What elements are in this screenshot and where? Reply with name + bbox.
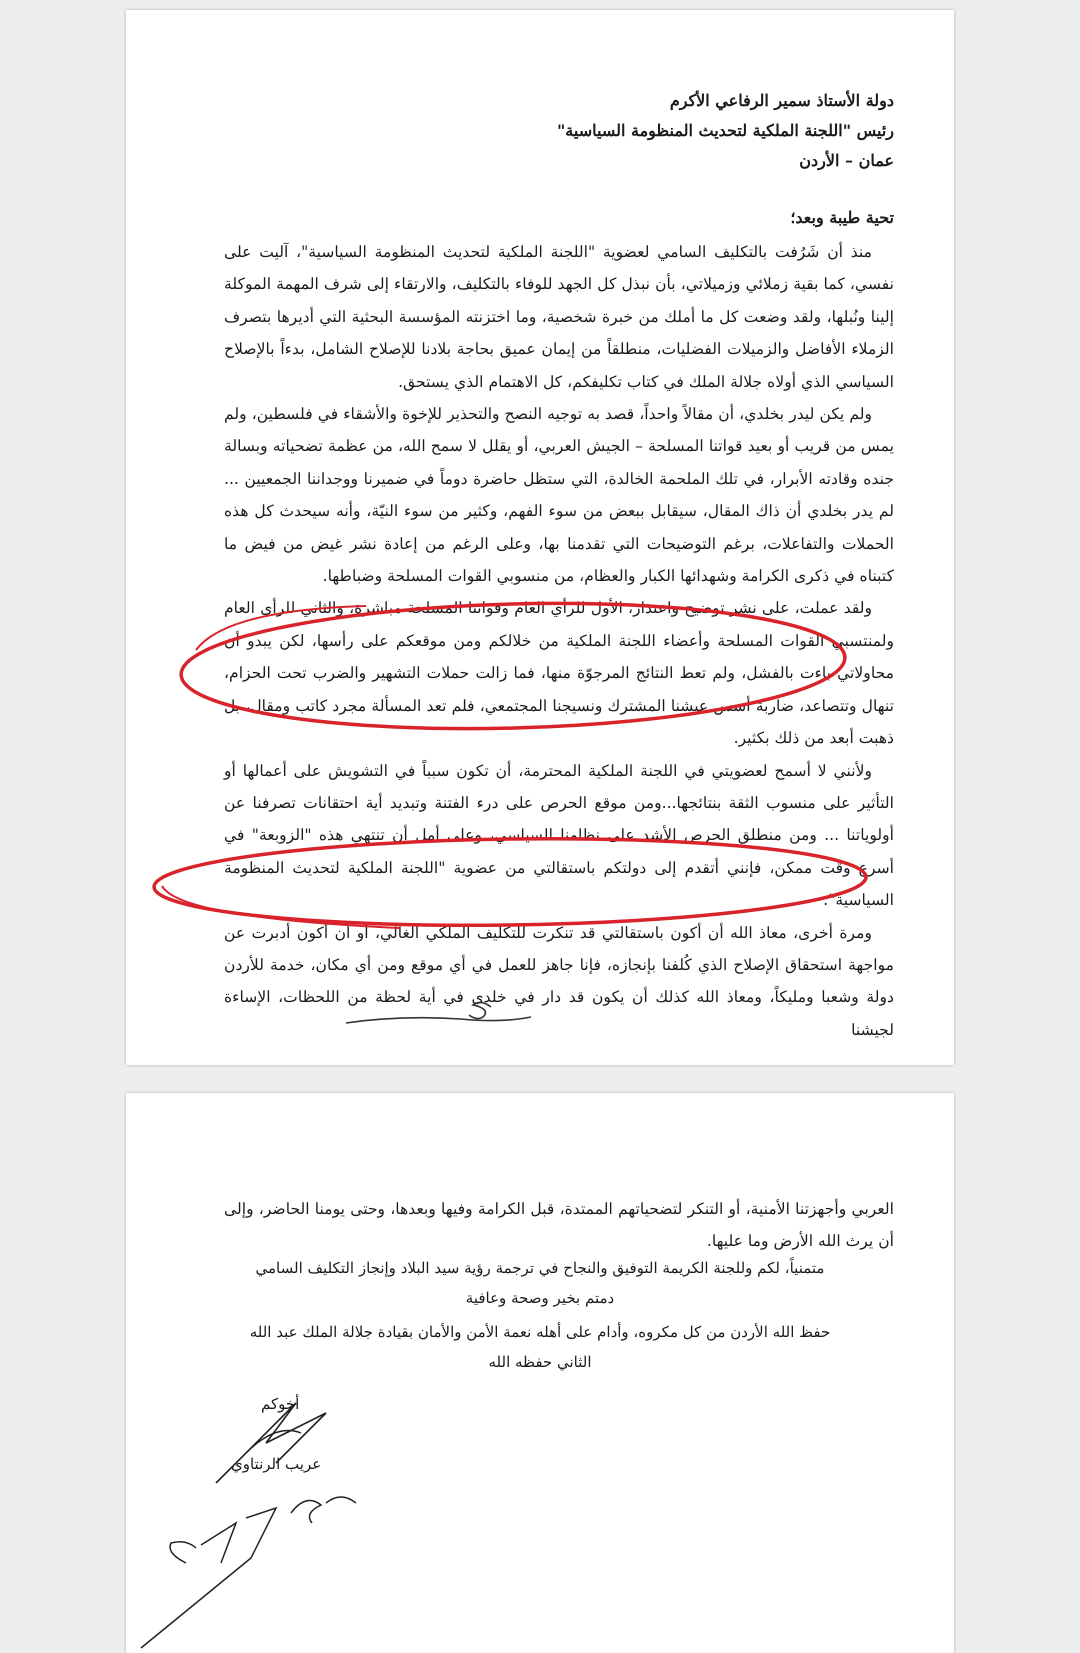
- sign-off: أخوكم: [261, 1395, 300, 1413]
- greeting: تحية طيبة وبعد؛: [790, 208, 894, 227]
- paragraph: ومرة أخرى، معاذ الله أن أكون باستقالتي قد تنكرت للتكليف الملكي الغالي، أو أن أكون أدبرت عن مواجهة استحقاق الإصلاح الذي كُلفنا بإنجازه، فإنا جاهز للعمل في أي موقع ومن أي مكان، خدمة للأردن دولة وشعبا ومليكاً، ومعاذ الله كذلك أن يكون قد دار في خلدي في أية لحظة من اللحظات، الإساءة لجيشنا: [224, 923, 894, 1039]
- recipient-address: [557, 86, 894, 176]
- closing-line: متمنياً، لكم وللجنة الكريمة التوفيق والنجاح في ترجمة رؤية سيد البلاد وإنجاز التكليف السامي: [255, 1259, 825, 1277]
- recipient-title: رئيس "اللجنة الملكية لتحديث المنظومة السياسية": [556, 121, 894, 140]
- recipient-name: دولة الأستاذ سمير الرفاعي الأكرم: [669, 91, 894, 110]
- recipient-location: عمان – الأردن: [799, 151, 894, 170]
- paragraph: ولأنني لا أسمح لعضويتي في اللجنة الملكية المحترمة، أن تكون سبباً في التشويش على أعمالها أو التأثير على منسوب الثقة بنتائجها...ومن موقع الحرص على درء الفتنة وتبديد أية احتقانات تصرفنا عن أولوياتنا ... ومن منطلق الحرص الأشد على نظامنا السياسي، وعلى أمل أن تنتهي هذه "الزوبعة" في أسرع وقت ممكن، فإنني أتقدم إلى دولتكم باستقالتي من عضوية "اللجنة الملكية لتحديث المنظومة السياسية".: [224, 761, 894, 910]
- closing-line: دمتم بخير وصحة وعافية: [465, 1289, 615, 1307]
- closing-line: الثاني حفظه الله: [488, 1353, 592, 1371]
- signer-name: عريب الرنتاوي: [231, 1455, 322, 1473]
- handwritten-signature: [126, 1363, 386, 1653]
- letter-body: [224, 236, 894, 1046]
- paragraph: ولقد عملت، على نشر توضيح واعتذار، الأول للرأي العام وقواتنا المسلحة مباشرة، والثاني للرأي العام ولمنتسبي القوات المسلحة وأعضاء اللجنة الملكية من خلالكم ومن موقعكم على رأسها، لكن يبدو أن محاولاتي باءت بالفشل، ولم تعط النتائج المرجوّة منها، فما زالت حملات التشهير والضرب تحت الحزام، تنهال وتتصاعد، ضاربة أسس عيشنا المشترك ونسيجنا المجتمعي، فلم تعد المسألة مجرد كاتب ومقال، بل ذهبت أبعد من ذلك بكثير.: [224, 599, 894, 748]
- continuation-paragraph: العربي وأجهزتنا الأمنية، أو التنكر لتضحياتهم الممتدة، قبل الكرامة وفيها وبعدها، وحتى يومنا الحاضر، وإلى أن يرث الله الأرض وما عليها.: [224, 1200, 894, 1251]
- paragraph: منذ أن شَرُفت بالتكليف السامي لعضوية "اللجنة الملكية لتحديث المنظومة السياسية"، آليت على نفسي، كما بقية زملائي وزميلاتي، بأن نبذل كل الجهد للوفاء بالتكليف، والارتقاء إلى شرف المهمة الموكلة إلينا ونُبلها، ولقد وضعت كل ما أملك من خبرة شخصية، وما اختزنته المؤسسة البحثية التي أديرها بتصرف الزملاء الأفاضل والزميلات الفضليات، منطلقاً من إيمان عميق بحاجة بلادنا للإصلاح الشامل، بدءاً بالإصلاح السياسي الذي أولاه جلالة الملك في كتاب تكليفكم، كل الاهتمام الذي يستحق.: [224, 243, 894, 391]
- paragraph: ولم يكن ليدر بخلدي، أن مقالاً واحداً، قصد به توجيه النصح والتحذير للإخوة والأشقاء في فلسطين، ولم يمس من قريب أو بعيد قواتنا المسلحة – الجيش العربي، أو يقلل لا سمح الله، من عظمة تضحياته وبسالة جنده وقادته الأبرار، في تلك الملحمة الخالدة، التي ستظل حاضرة دوماً في ضميرنا ووجداننا الجمعيين ... لم يدر بخلدي أن ذاك المقال، سيقابل ببعض من سوء الفهم، وكثير من سوء النيّة، وأنه سيحدث كل هذه الحملات والتفاعلات، برغم التوضيحات التي تقدمنا بها، وعلى الرغم من إعادة نشر غيض من فيض ما كتبناه في ذكرى الكرامة وشهدائها الكبار والعظام، من منسوبي القوات المسلحة وضباطها.: [224, 405, 894, 586]
- closing-line: حفظ الله الأردن من كل مكروه، وأدام على أهله نعمة الأمن والأمان بقيادة جلالة الملك عبد الله: [249, 1323, 831, 1341]
- letter-page-2: [126, 1093, 954, 1653]
- closing-block: [186, 1253, 894, 1377]
- letter-page-1: [126, 10, 954, 1065]
